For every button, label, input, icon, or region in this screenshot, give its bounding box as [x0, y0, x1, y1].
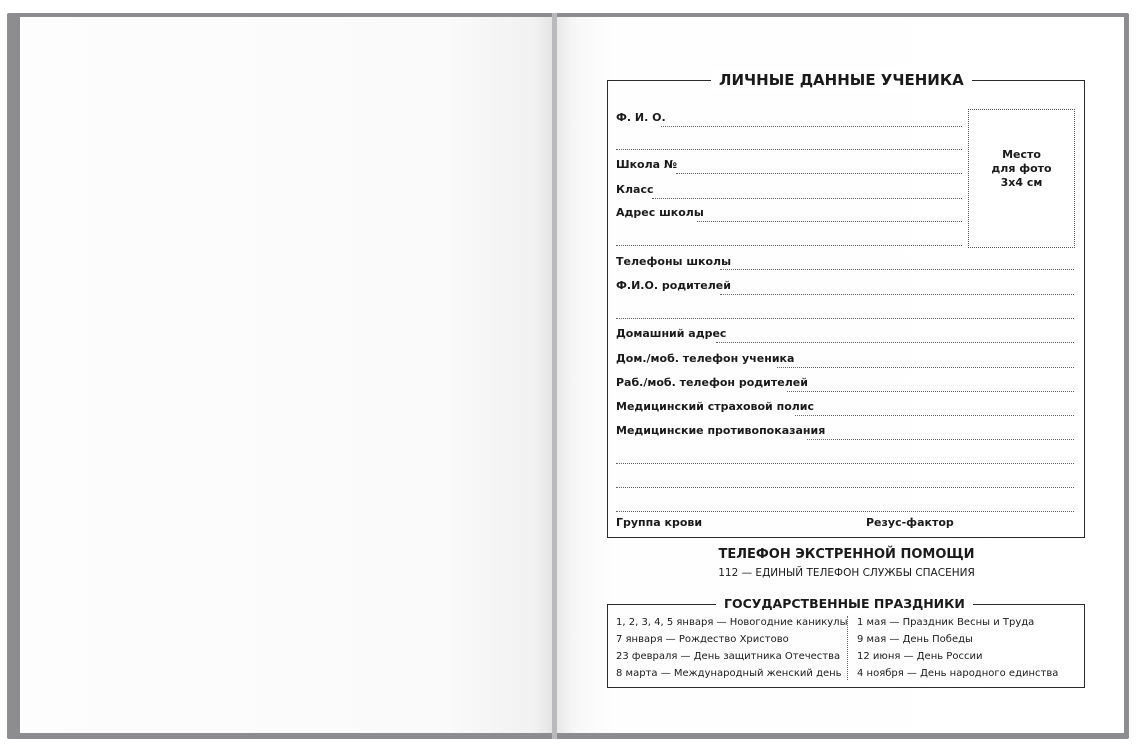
- parents-fio-line-2[interactable]: [616, 318, 1074, 319]
- holiday-right-4: 4 ноября — День народного единства: [857, 668, 1059, 679]
- left-page: [20, 17, 552, 733]
- holiday-right-3: 12 июня — День России: [857, 651, 983, 662]
- home-address-line[interactable]: [716, 342, 1074, 343]
- fio-label: Ф. И. О.: [616, 111, 666, 124]
- photo-placeholder: [968, 109, 1075, 248]
- school-phones-line[interactable]: [720, 269, 1074, 270]
- personal-data-title: ЛИЧНЫЕ ДАННЫЕ УЧЕНИКА: [711, 70, 972, 90]
- school-number-label: Школа №: [616, 158, 678, 171]
- holiday-left-2: 7 января — Рождество Христово: [616, 634, 789, 645]
- holiday-right-2: 9 мая — День Победы: [857, 634, 973, 645]
- insurance-line[interactable]: [795, 415, 1074, 416]
- parents-fio-line[interactable]: [720, 294, 1074, 295]
- school-phones-label: Телефоны школы: [616, 255, 732, 268]
- school-address-line[interactable]: [697, 221, 962, 222]
- contraindications-line-3[interactable]: [616, 487, 1074, 488]
- contraindications-line-4[interactable]: [616, 511, 1074, 512]
- class-line[interactable]: [652, 198, 962, 199]
- student-phone-label: Дом./моб. телефон ученика: [616, 352, 795, 365]
- insurance-label: Медицинский страховой полис: [616, 400, 815, 413]
- holiday-left-1: 1, 2, 3, 4, 5 января — Новогодние каникулы: [616, 617, 848, 628]
- home-address-label: Домашний адрес: [616, 327, 727, 340]
- school-address-label: Адрес школы: [616, 206, 704, 219]
- contraindications-label: Медицинские противопоказания: [616, 424, 826, 437]
- contraindications-line[interactable]: [807, 439, 1074, 440]
- photo-label-line1: Место: [1002, 148, 1041, 161]
- emergency-title: ТЕЛЕФОН ЭКСТРЕННОЙ ПОМОЩИ: [718, 547, 975, 562]
- school-address-line-2[interactable]: [616, 245, 962, 246]
- class-label: Класс: [616, 183, 654, 196]
- rh-factor-label: Резус-фактор: [866, 516, 954, 529]
- holiday-right-1: 1 мая — Праздник Весны и Труда: [857, 617, 1035, 628]
- school-number-line[interactable]: [676, 173, 962, 174]
- photo-label-line3: 3х4 см: [1000, 176, 1043, 189]
- holidays-title: ГОСУДАРСТВЕННЫЕ ПРАЗДНИКИ: [716, 596, 973, 612]
- holiday-left-4: 8 марта — Международный женский день: [616, 668, 842, 679]
- parents-phone-label: Раб./моб. телефон родителей: [616, 376, 808, 389]
- fio-line-2[interactable]: [616, 149, 962, 150]
- blood-group-label: Группа крови: [616, 516, 703, 529]
- contraindications-line-2[interactable]: [616, 463, 1074, 464]
- fio-line[interactable]: [661, 126, 962, 127]
- student-phone-line[interactable]: [777, 367, 1074, 368]
- photo-label-line2: для фото: [991, 162, 1052, 175]
- parents-fio-label: Ф.И.О. родителей: [616, 279, 731, 292]
- parents-phone-line[interactable]: [787, 391, 1074, 392]
- emergency-subtitle: 112 — ЕДИНЫЙ ТЕЛЕФОН СЛУЖБЫ СПАСЕНИЯ: [718, 567, 975, 579]
- holiday-left-3: 23 февраля — День защитника Отечества: [616, 651, 841, 662]
